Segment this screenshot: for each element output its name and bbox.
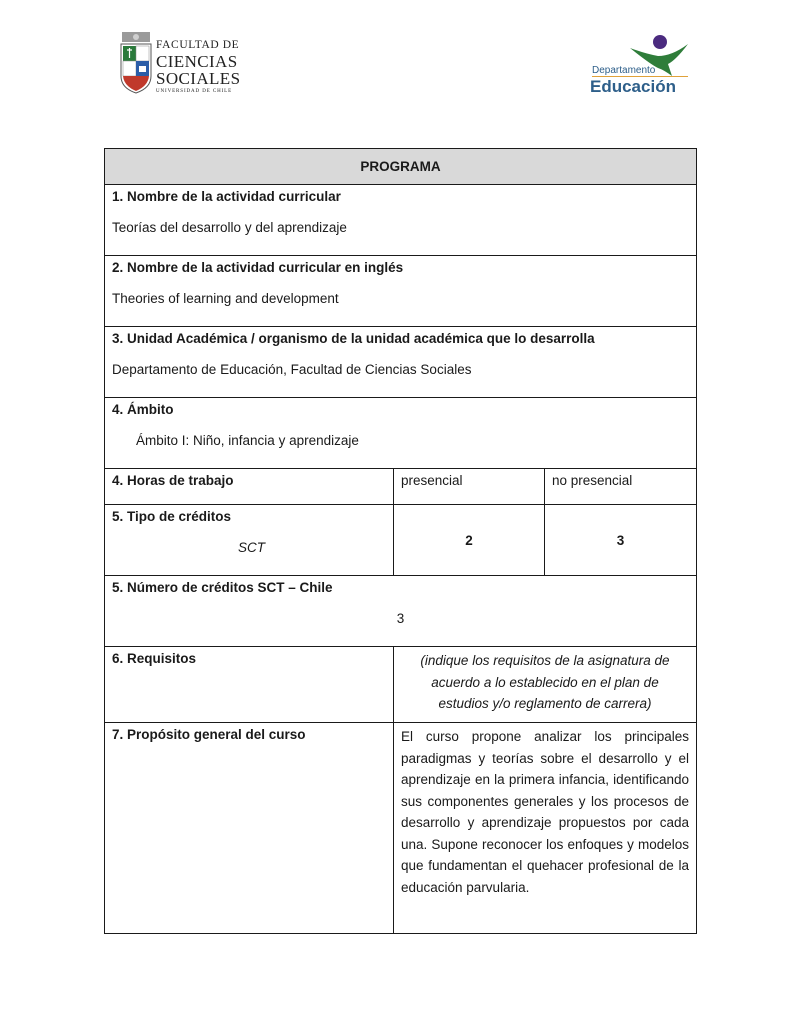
hours-col2-cell [545,469,697,505]
program-table [104,148,697,934]
table-row [105,398,697,469]
table-row [105,185,697,256]
section-2-value: Theories of learning and development [112,291,339,306]
credits-num-label: 5. Número de créditos SCT – Chile [112,580,333,595]
table-row [105,505,697,576]
section-2-label: 2. Nombre de la actividad curricular en inglés [112,260,404,275]
dept-line-1: Departamento [592,65,656,76]
hours-col2: no presencial [552,473,633,488]
section-4-cell [105,398,697,469]
purpose-label: 7. Propósito general del curso [112,727,306,742]
facultad-logo [118,32,258,98]
section-1-value: Teorías del desarrollo y del aprendizaje [112,220,347,235]
requisites-value: (indique los requisitos de la asignatura de acuerdo a lo establecido en el plan de estudios y/o reglamento de carrera) [420,653,670,711]
table-row [105,256,697,327]
section-1-cell [105,185,697,256]
credits-type-label: 5. Tipo de créditos [112,509,232,524]
requisites-label: 6. Requisitos [112,651,197,666]
logo-line-1: FACULTAD DE [156,39,240,51]
purpose-value: El curso propone analizar los principales paradigmas y teorías sobre el desarrollo y el aprendizaje en la primera infancia, identificando sus componentes generales y los procesos de desarrollo y aprendizaje propuestos por cada una. Supone reconocer los enfoques y modelos que fundamentan el quehacer profesional de la educación parvularia. [401,729,689,895]
table-row [105,469,697,505]
program-title: PROGRAMA [105,149,697,185]
purpose-cell [105,723,394,934]
table-row [105,327,697,398]
credits-val1: 2 [394,505,545,576]
credits-num-cell [105,576,697,647]
section-2-cell [105,256,697,327]
requisites-cell [105,647,394,723]
logo-line-2: CIENCIAS [156,51,238,71]
credits-type-cell [105,505,394,576]
section-3-label: 3. Unidad Académica / organismo de la unidad académica que lo desarrolla [112,331,595,346]
hours-col1: presencial [401,473,463,488]
hours-label: 4. Horas de trabajo [112,473,234,488]
facultad-wordmark [156,40,240,94]
section-4-label: 4. Ámbito [112,402,174,417]
credits-num-value: 3 [396,611,405,626]
hours-col1-cell [394,469,545,505]
table-row [105,149,697,185]
hours-cell [105,469,394,505]
dept-line-2: Educación [590,77,676,96]
logo-line-3: SOCIALES [156,68,241,88]
purpose-value-cell [394,723,697,934]
requisites-value-cell [394,647,697,723]
section-3-cell [105,327,697,398]
logo-line-4: UNIVERSIDAD DE CHILE [156,88,233,94]
table-row [105,647,697,723]
crest-icon [118,32,154,94]
credits-val2: 3 [545,505,697,576]
table-row [105,723,697,934]
credits-type-sub: SCT [238,540,265,555]
section-3-value: Departamento de Educación, Facultad de Ciencias Sociales [112,362,472,377]
section-1-label: 1. Nombre de la actividad curricular [112,189,341,204]
section-4-value: Ámbito I: Niño, infancia y aprendizaje [136,433,359,448]
table-row [105,576,697,647]
departamento-logo [590,34,700,98]
